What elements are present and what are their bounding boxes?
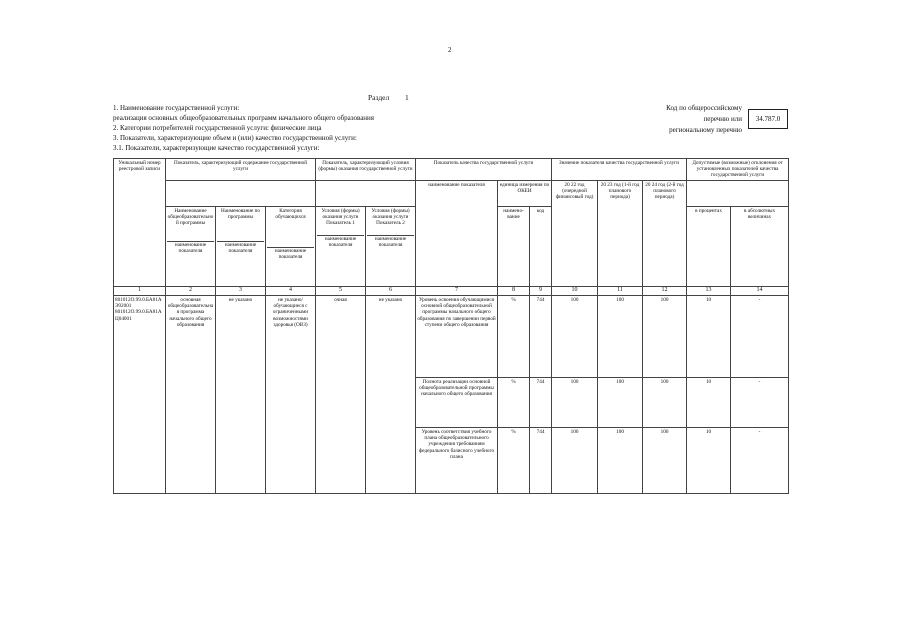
col-num: 11 (598, 287, 643, 296)
indicator-year-2: 100 (598, 296, 643, 378)
header-unit-name: наимено-вание (498, 207, 530, 287)
row-program: основная общеобразовательная программа начального общего образования (166, 296, 216, 494)
indicator-percent: 10 (687, 296, 731, 378)
indicator-code: 744 (530, 428, 552, 494)
subheader-6: наименование показателя (367, 235, 414, 248)
col-num: 14 (731, 287, 789, 296)
indicator-unit: % (498, 428, 530, 494)
header-unique-number: Уникальный номер реестровой записи (114, 159, 166, 287)
header-unit-code: код (530, 207, 552, 287)
indicator-percent: 10 (687, 428, 731, 494)
header-by-program: Наименование по программы (221, 208, 260, 221)
indicator-year-2: 100 (598, 378, 643, 428)
row-condition-1: очная (316, 296, 366, 494)
header-condition-2: Условия (формы) оказания услуги Показатель 2 (371, 208, 410, 227)
indicator-code: 744 (530, 378, 552, 428)
header-condition-1: Условия (формы) оказания услуги Показатель 1 (321, 208, 360, 227)
header-year-2: 20 23 год (1-й год планового периода) (598, 181, 643, 287)
header-unit: единица измерения по ОКЕИ (498, 181, 552, 207)
col-num: 4 (266, 287, 316, 296)
indicator-year-3: 100 (643, 378, 687, 428)
okv-label-3: региональному перечню (669, 126, 742, 134)
row-unique-number: 801012О.99.0.БА81АЭ92001 801012О.99.0.БА81АЦ04001 (114, 296, 166, 494)
service-name-label: 1. Наименование государственной услуги: (113, 104, 240, 112)
subheader-3: наименование показателя (217, 241, 264, 254)
col-num: 12 (643, 287, 687, 296)
col-num: 3 (216, 287, 266, 296)
indicator-name: Уровень соответствия учебного плана общеобразовательного учреждения требованиям федерального базисного учебного плана (416, 428, 498, 494)
header-quality-values: Значение показателя качества государственной услуги (552, 159, 687, 181)
section-label: Раздел (368, 93, 390, 102)
header-content-indicator: Показатель, характеризующий содержание государственной услуги (166, 159, 316, 181)
indicator-year-1: 100 (552, 378, 598, 428)
indicator-name: Уровень освоения обучающимися основной общеобразовательной программы начального общего образования по завершении первой ступени общего образования (416, 296, 498, 378)
row-student-category: не указано/ обучающиеся с ограниченными возможностями здоровья (ОВЗ) (266, 296, 316, 494)
col-num: 1 (114, 287, 166, 296)
consumer-category: 2. Категории потребителей государственной услуги: физические лица (113, 124, 322, 132)
subheader-5: наименование показателя (317, 235, 364, 248)
header-quality-indicator: Показатель качества государственной услуги (416, 159, 552, 181)
col-num: 10 (552, 287, 598, 296)
indicator-code: 744 (530, 296, 552, 378)
indicator-year-3: 100 (643, 296, 687, 378)
header-program-name: Наименование общеобразовательной программы (167, 208, 214, 227)
header-year-1: 20 22 год (очередной финансовый год) (552, 181, 598, 287)
page-number: 2 (448, 46, 452, 54)
indicator-absolute: - (731, 378, 789, 428)
col-num: 7 (416, 287, 498, 296)
indicator-year-1: 100 (552, 296, 598, 378)
table-row (114, 296, 789, 378)
service-name-value: реализация основных общеобразовательных программ начального общего образования (113, 114, 375, 122)
indicator-year-2: 100 (598, 428, 643, 494)
subheader-2: наименование показателя (167, 241, 214, 254)
col-num: 13 (687, 287, 731, 296)
quality-indicators-heading: 3.1. Показатели, характеризующие качество государственной услуги: (113, 144, 320, 152)
indicator-unit: % (498, 378, 530, 428)
indicator-year-1: 100 (552, 428, 598, 494)
indicators-heading: 3. Показатели, характеризующие объем и (или) качество государственной услуги: (113, 134, 357, 142)
quality-table (113, 158, 789, 494)
col-num: 6 (366, 287, 416, 296)
indicator-percent: 10 (687, 378, 731, 428)
header-percent: в процентах (687, 207, 731, 287)
indicator-unit: % (498, 296, 530, 378)
col-num: 2 (166, 287, 216, 296)
row-by-program: не указано (216, 296, 266, 494)
row-condition-2: не указано (366, 296, 416, 494)
header-deviation: Допустимые (возможные) отклонения от установленных показателей качества государственной услуги (687, 159, 789, 181)
indicator-name: Полнота реализации основной общеобразовательной программы начального общего образования (416, 378, 498, 428)
header-conditions-indicator: Показатель, характеризующий условия (формы) оказания государственной услуги (316, 159, 416, 181)
header-student-category: Категория обучающихся (275, 208, 306, 221)
okv-label-2: перечню или (703, 115, 742, 123)
header-absolute: в абсолютных величинах (731, 207, 789, 287)
indicator-absolute: - (731, 428, 789, 494)
okv-code-box: 34.787.0 (748, 109, 788, 129)
subheader-4: наименование показателя (267, 247, 314, 260)
section-number: 1 (405, 93, 409, 102)
okv-label-1: Код по общероссийскому (666, 104, 742, 112)
header-indicator-name: наименование показателя (416, 181, 498, 287)
col-num: 5 (316, 287, 366, 296)
indicator-year-3: 100 (643, 428, 687, 494)
col-num: 9 (530, 287, 552, 296)
header-year-3: 20 24 год (2-й год планового периода) (643, 181, 687, 287)
col-num: 8 (498, 287, 530, 296)
indicator-absolute: - (731, 296, 789, 378)
column-numbers-row (114, 287, 789, 296)
